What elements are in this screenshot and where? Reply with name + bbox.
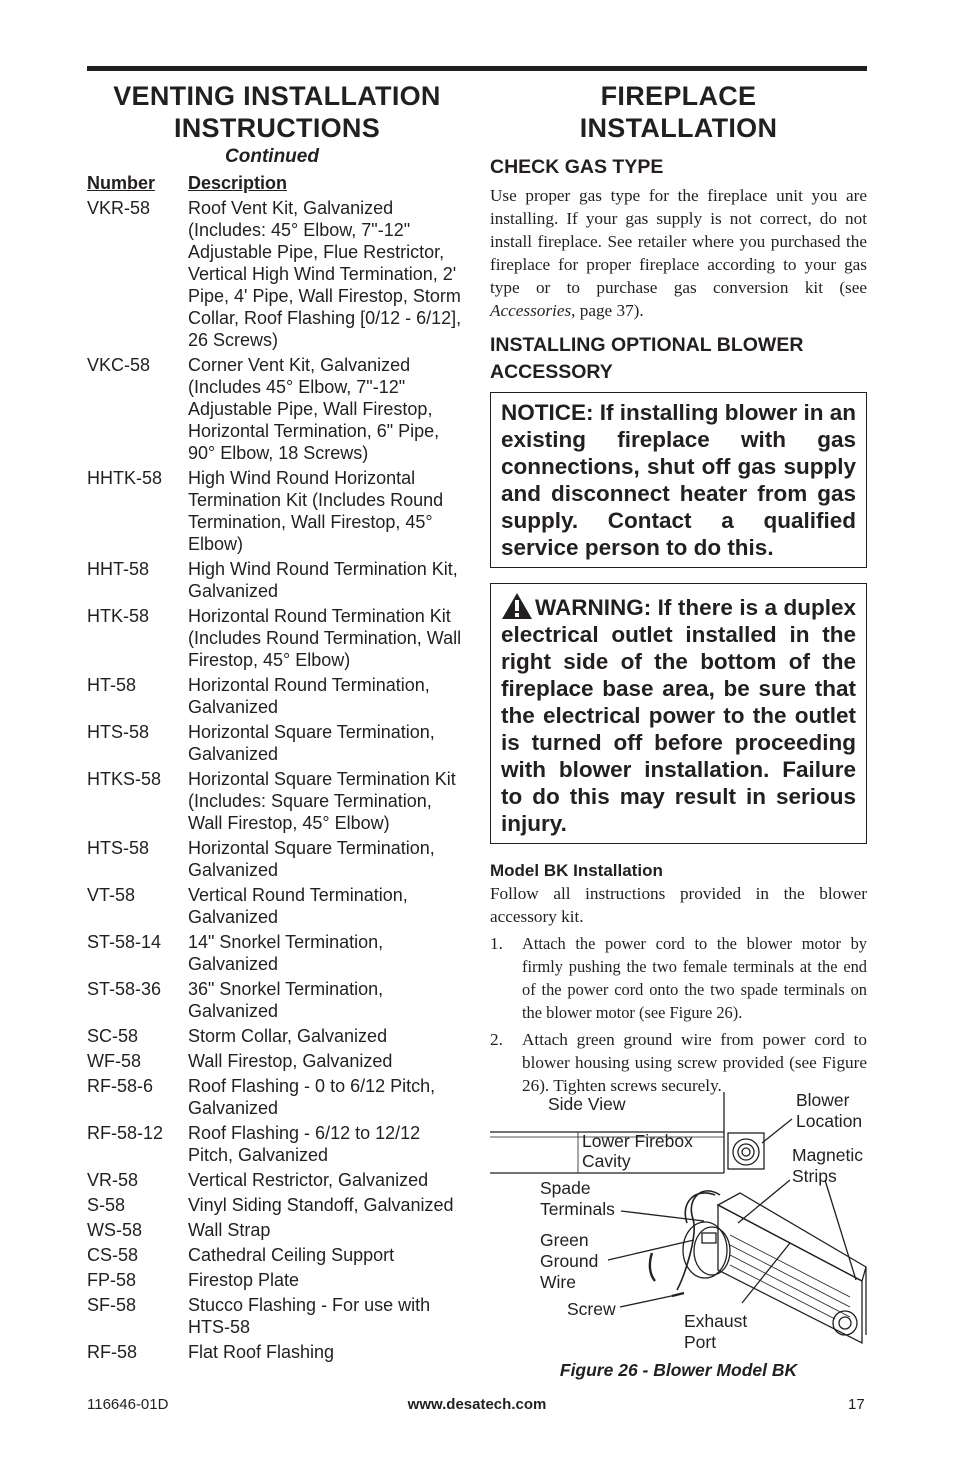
notice-box: NOTICE: If installing blower in an existing fireplace with gas connections, shut off gas supply and disconnect heater from gas supply. Contact a qualified service person to do this. bbox=[490, 392, 867, 568]
part-description: Horizontal Round Termination Kit (Includes Round Termination, Wall Firestop, 45° Elbow) bbox=[188, 606, 462, 670]
description-column-header: Description bbox=[188, 173, 288, 193]
parts-table-row bbox=[87, 1341, 467, 1363]
step-item: 2. Attach green ground wire from power cord to blower housing using screw provided (see Figure 26). Tighten screws securely. bbox=[490, 1030, 867, 1095]
parts-table-row bbox=[87, 1122, 467, 1166]
parts-table-row bbox=[87, 1269, 467, 1291]
part-description: Firestop Plate bbox=[188, 1270, 300, 1290]
part-description: 14" Snorkel Termination, Galvanized bbox=[188, 932, 384, 974]
part-description: Stucco Flashing - For use with HTS-58 bbox=[188, 1295, 431, 1337]
continued-label: Continued bbox=[225, 146, 319, 167]
part-number: FP-58 bbox=[87, 1270, 137, 1290]
figure-caption: Figure 26 - Blower Model BK bbox=[559, 1360, 798, 1380]
model-bk-intro: Follow all instructions provided in the blower accessory kit. bbox=[490, 884, 867, 926]
parts-table-row bbox=[87, 605, 467, 671]
parts-table-row bbox=[87, 1169, 467, 1191]
part-description: Roof Vent Kit, Galvanized (Includes: 45° Elbow, 7"-12" Adjustable Pipe, Flue Restrictor, Vertical High Wind Termination, 2' Pipe, 4' Pipe, Wall Firestop, Storm Collar, Roof Flashing [0/12 - 6/12], 26 Screws) bbox=[188, 198, 462, 350]
exhaust-port-label: Exhaust Port bbox=[684, 1311, 748, 1352]
part-description: Vertical Restrictor, Galvanized bbox=[188, 1170, 429, 1190]
part-description: Vinyl Siding Standoff, Galvanized bbox=[188, 1195, 454, 1215]
part-number: HTS-58 bbox=[87, 722, 150, 742]
green-ground-wire-label: Green Ground Wire bbox=[540, 1230, 599, 1292]
part-description: Horizontal Square Termination Kit (Includes: Square Termination, Wall Firestop, 45° Elbow) bbox=[188, 769, 456, 833]
part-number: SF-58 bbox=[87, 1295, 137, 1315]
part-number: HHTK-58 bbox=[87, 468, 163, 488]
parts-table-row bbox=[87, 1194, 467, 1216]
part-number: RF-58 bbox=[87, 1342, 138, 1362]
parts-table bbox=[87, 197, 467, 1363]
part-description: Roof Flashing - 6/12 to 12/12 Pitch, Galvanized bbox=[188, 1123, 421, 1165]
part-description: Horizontal Round Termination, Galvanized bbox=[188, 675, 430, 717]
parts-table-row bbox=[87, 884, 467, 928]
part-description: Cathedral Ceiling Support bbox=[188, 1245, 395, 1265]
parts-table-row bbox=[87, 1219, 467, 1241]
magnetic-strips-label: Magnetic Strips bbox=[792, 1145, 864, 1186]
blower-figure bbox=[490, 1085, 867, 1385]
part-number: HTK-58 bbox=[87, 606, 150, 626]
part-description: Flat Roof Flashing bbox=[188, 1342, 335, 1362]
parts-table-row bbox=[87, 197, 467, 351]
part-number: ST-58-14 bbox=[87, 932, 162, 952]
parts-table-row bbox=[87, 1244, 467, 1266]
parts-table-row bbox=[87, 837, 467, 881]
part-description: Roof Flashing - 0 to 6/12 Pitch, Galvanized bbox=[188, 1076, 436, 1118]
part-number: WF-58 bbox=[87, 1051, 141, 1071]
part-description: Vertical Round Termination, Galvanized bbox=[188, 885, 408, 927]
parts-table-row bbox=[87, 1050, 467, 1072]
parts-table-row bbox=[87, 674, 467, 718]
parts-table-row bbox=[87, 1294, 467, 1338]
venting-column bbox=[87, 80, 467, 1363]
blower-heading: INSTALLING OPTIONAL BLOWER ACCESSORY bbox=[490, 334, 804, 383]
check-gas-heading: CHECK GAS TYPE bbox=[490, 156, 664, 178]
part-number: SC-58 bbox=[87, 1026, 139, 1046]
part-number: VKR-58 bbox=[87, 198, 151, 218]
model-bk-heading: Model BK Installation bbox=[490, 861, 663, 880]
blower-location-label: Blower Location bbox=[796, 1090, 863, 1131]
part-number: HT-58 bbox=[87, 675, 137, 695]
part-number: VKC-58 bbox=[87, 355, 151, 375]
side-view-label: Side View bbox=[548, 1094, 626, 1114]
part-description: High Wind Round Termination Kit, Galvanized bbox=[188, 559, 458, 601]
warning-triangle-icon bbox=[501, 592, 533, 620]
parts-table-header bbox=[87, 172, 467, 194]
lower-firebox-label: Lower Firebox Cavity bbox=[582, 1131, 693, 1171]
part-number: CS-58 bbox=[87, 1245, 139, 1265]
parts-table-row bbox=[87, 721, 467, 765]
top-rule bbox=[87, 66, 867, 71]
part-description: Storm Collar, Galvanized bbox=[188, 1026, 388, 1046]
check-gas-text: Use proper gas type for the fireplace unit you are installing. If your gas supply is not correct, do not install fireplace. See retailer where you purchased the fireplace for proper fireplace according to your gas type or to purchase gas conversion kit (see Accessories, page 37). bbox=[490, 186, 867, 320]
fireplace-column bbox=[490, 80, 867, 1097]
part-description: 36" Snorkel Termination, Galvanized bbox=[188, 979, 384, 1021]
warning-box: WARNING: If there is a duplex electrical outlet installed in the right side of the bottom of the fireplace base area, be sure that the electrical power to the outlet is turned off before proceeding with blower installation. Failure to do this may result in serious injury. bbox=[490, 583, 867, 844]
spade-terminals-label: Spade Terminals bbox=[540, 1178, 615, 1219]
part-description: Corner Vent Kit, Galvanized (Includes 45° Elbow, 7"-12" Adjustable Pipe, Wall Firestop, Horizontal Termination, 6" Pipe, 90° Elbow, 18 Screws) bbox=[188, 355, 440, 463]
part-number: ST-58-36 bbox=[87, 979, 162, 999]
screw-label: Screw bbox=[567, 1299, 616, 1319]
part-number: RF-58-6 bbox=[87, 1076, 154, 1096]
parts-table-row bbox=[87, 558, 467, 602]
part-number: S-58 bbox=[87, 1195, 126, 1215]
installation-steps bbox=[490, 932, 867, 1097]
number-column-header: Number bbox=[87, 173, 156, 193]
step-item: 1. Attach the power cord to the blower motor by firmly pushing the two female terminals at the end of the power cord onto the two spade terminals on the blower motor (see Figure 26). bbox=[490, 934, 867, 1022]
part-number: WS-58 bbox=[87, 1220, 143, 1240]
part-description: Wall Strap bbox=[188, 1220, 271, 1240]
venting-heading: VENTING INSTALLATION INSTRUCTIONS bbox=[113, 81, 441, 143]
page-number: 17 bbox=[848, 1396, 865, 1413]
website-link: www.desatech.com bbox=[407, 1396, 547, 1413]
parts-table-row bbox=[87, 467, 467, 555]
part-number: VR-58 bbox=[87, 1170, 139, 1190]
document-number: 116646-01D bbox=[87, 1396, 169, 1413]
part-description: Horizontal Square Termination, Galvanized bbox=[188, 722, 435, 764]
part-description: High Wind Round Horizontal Termination Kit (Includes Round Termination, Wall Firestop, 45° Elbow) bbox=[188, 468, 444, 554]
parts-table-row bbox=[87, 1025, 467, 1047]
parts-table-row bbox=[87, 354, 467, 464]
parts-table-row bbox=[87, 768, 467, 834]
parts-table-row bbox=[87, 931, 467, 975]
parts-table-row bbox=[87, 1075, 467, 1119]
part-number: HHT-58 bbox=[87, 559, 150, 579]
part-number: HTKS-58 bbox=[87, 769, 162, 789]
part-number: RF-58-12 bbox=[87, 1123, 164, 1143]
part-number: HTS-58 bbox=[87, 838, 150, 858]
part-number: VT-58 bbox=[87, 885, 136, 905]
fireplace-heading: FIREPLACE INSTALLATION bbox=[579, 81, 778, 143]
parts-table-row bbox=[87, 978, 467, 1022]
part-description: Horizontal Square Termination, Galvanized bbox=[188, 838, 435, 880]
part-description: Wall Firestop, Galvanized bbox=[188, 1051, 393, 1071]
